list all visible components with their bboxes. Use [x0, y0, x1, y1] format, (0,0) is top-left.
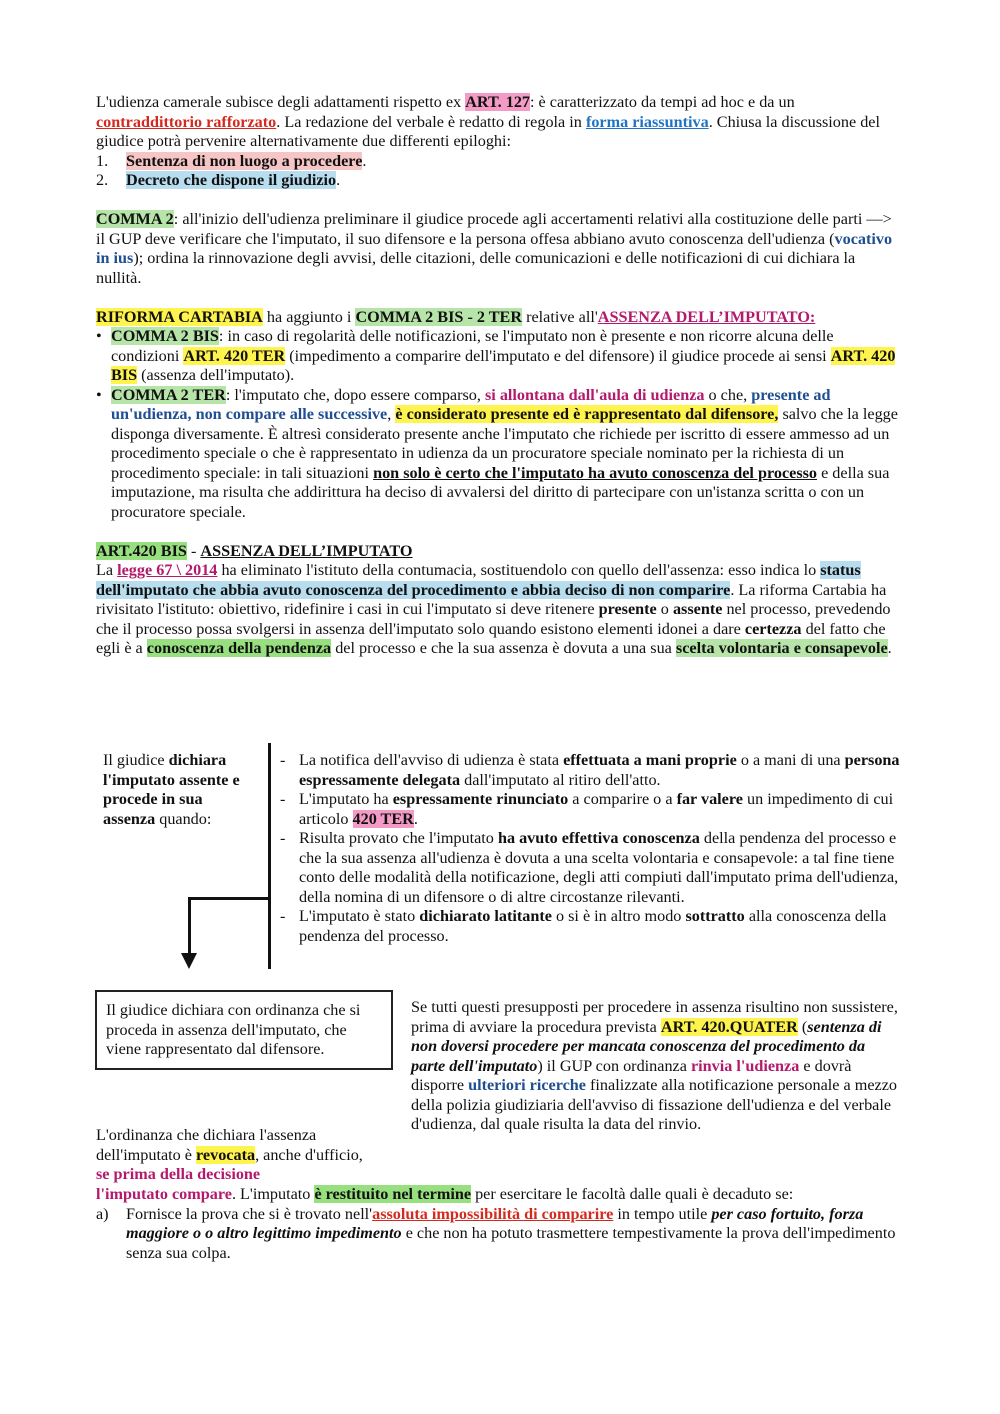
text: alla conoscenza della pendenza del processo. — [299, 907, 887, 945]
bold-text: espressamente rinunciato — [392, 790, 569, 808]
text: . — [887, 639, 892, 657]
art420ter-highlight: ART. 420 TER — [183, 346, 286, 365]
box-text: Il giudice dichiara con ordinanza che si proceda in assenza dell'imputato, che viene rappresentato dal difensore. — [106, 1001, 361, 1058]
diagram-arrow-shaft — [188, 897, 191, 957]
commi-list — [96, 327, 904, 522]
dash-icon: - — [280, 790, 286, 808]
text: : è caratterizzato da tempi ad hoc e da un — [530, 93, 795, 111]
assenza-term: ASSENZA DELL’IMPUTATO: — [597, 307, 816, 326]
item-letter: a) — [96, 1204, 109, 1223]
seprima-term: se prima della decisione — [96, 1165, 261, 1183]
comma2bis-label: COMMA 2 BIS — [111, 327, 219, 345]
allontana-term: si allontana dall'aula di udienza — [484, 385, 705, 404]
comma2-paragraph — [96, 210, 904, 288]
quater-paragraph — [411, 998, 903, 1135]
page-content — [96, 93, 904, 659]
epiloghi-list — [96, 152, 904, 191]
text: Il giudice — [103, 751, 169, 769]
presente-term: presente ad un'udienza, non compare alle successive — [111, 385, 831, 423]
text: relative all' — [522, 307, 598, 326]
bold-text: sottratto — [685, 907, 745, 925]
certezza-term: certezza — [744, 619, 802, 638]
text: un impedimento di cui articolo — [299, 790, 894, 828]
bold-text: effettuata a mani proprie — [563, 751, 737, 769]
legge-term: legge 67 \ 2014 — [117, 561, 218, 579]
list-item — [96, 386, 904, 523]
text: . — [413, 809, 418, 828]
text: , anche d'ufficio, — [255, 1145, 363, 1164]
text: del fatto che egli è a — [96, 619, 886, 657]
text: Fornisce la prova che si è trovato nell' — [126, 1204, 373, 1223]
bold-text: far valere — [676, 790, 743, 808]
list-item — [96, 171, 904, 191]
text: quando: — [155, 809, 212, 828]
bold-text: ha avuto effettiva conoscenza — [497, 829, 700, 847]
item-number: 1. — [96, 151, 109, 170]
text: . — [336, 171, 341, 189]
dash-icon: - — [280, 751, 286, 769]
text: . L'imputato — [231, 1185, 315, 1203]
text: nel processo, prevedendo che il processo possa svolgersi in assenza dell'imputato solo quando esistono elementi idonei a dare — [96, 600, 891, 638]
text: a comparire o a — [568, 790, 677, 808]
text: . — [362, 151, 367, 170]
forma-riassuntiva-term: forma riassuntiva — [585, 112, 709, 131]
sentenza-term: sentenza di non doversi procedere per mancata conoscenza del procedimento da parte dell'imputato — [411, 1017, 882, 1075]
caso-term: per caso fortuito, forza maggiore o o altro legittimo impedimento — [126, 1204, 864, 1242]
list-item — [280, 751, 900, 790]
text: e dovrà disporre — [411, 1056, 852, 1094]
text: per esercitare le facoltà dalle quali è decaduto se: — [471, 1185, 794, 1203]
art420bis-heading — [96, 542, 904, 562]
text: o a mani di una — [736, 751, 845, 769]
text: L'imputato è stato — [299, 907, 420, 925]
text: , — [387, 405, 396, 423]
text: salvo che la legge disponga diversamente. È altresì considerato presente anche l'imputato che richiede per iscritto di essere ammesso ad un procedimento speciale o che è rappresentato in udienza da un procuratore speciale nominato per la richiesta di un procedimento speciale: in tali situazioni — [111, 405, 898, 482]
text: L'udienza camerale subisce degli adattamenti rispetto ex — [96, 93, 466, 111]
decreto-highlight: Decreto che dispone il giudizio — [126, 171, 337, 189]
bullet-icon: • — [96, 327, 102, 345]
text: . La redazione del verbale è redatto di regola in — [276, 112, 586, 131]
diagram-left-note — [103, 751, 253, 829]
dash-icon: - — [280, 829, 286, 847]
compare-term: l'imputato compare — [96, 1185, 232, 1203]
text: o si è in altro modo — [551, 907, 686, 925]
text: ( — [797, 1017, 808, 1036]
bold-text: dichiara l'imputato assente e procede in sua assenza — [103, 751, 240, 828]
text: (impedimento a comparire dell'imputato e del difensore) il giudice procede ai sensi — [285, 346, 831, 365]
assente-term: assente — [672, 600, 723, 618]
art420bis-highlight: ART. 420 BIS — [111, 346, 896, 384]
text: in tempo utile — [613, 1204, 712, 1223]
text: Se tutti questi presupposti per procedere in assenza risultino non sussistere, prima di avviare la procedura prevista — [411, 998, 898, 1036]
art420bis-paragraph — [96, 561, 904, 659]
commi-label: COMMA 2 BIS - 2 TER — [355, 307, 523, 326]
text: : l'imputato che, dopo essere comparso, — [225, 385, 485, 404]
rinvia-term: rinvia l'udienza — [690, 1056, 800, 1075]
text: Risulta provato che l'imputato — [299, 829, 498, 847]
text: (assenza dell'imputato). — [137, 366, 295, 384]
arrow-down-icon — [181, 953, 197, 969]
assoluta-term: assoluta impossibilità di comparire — [372, 1204, 614, 1223]
art420ter-highlight: 420 TER — [352, 809, 414, 828]
comma2ter-label: COMMA 2 TER — [111, 385, 226, 404]
contraddittorio-term: contraddittorio rafforzato — [96, 112, 277, 131]
diagram-vertical-line — [268, 743, 271, 969]
ordinanza-line — [96, 1185, 904, 1205]
art127-highlight: ART. 127 — [465, 93, 531, 111]
ordinanza-box — [95, 990, 393, 1070]
scelta-highlight: scelta volontaria e consapevole — [675, 639, 888, 657]
text: della pendenza del processo e che la sua assenza all'udienza è dovuta a una scelta volontaria e consapevole: a tal fine tiene conto delle modalità della notificazione, degli atti compiuti dall'imputato prima dell'udienza, della nomina di un difensore o di altre circostanze rilevanti. — [299, 829, 899, 906]
pendenza-highlight: conoscenza della pendenza — [146, 639, 332, 657]
ordinanza-paragraph-start — [96, 1126, 366, 1185]
art420bis-label: ART.420 BIS — [96, 541, 187, 560]
comma2-label: COMMA 2 — [96, 210, 174, 228]
text: ); ordina la rinnovazione degli avvisi, delle citazioni, delle comunicazioni e delle notificazioni di cui dichiara la nullità. — [96, 249, 856, 287]
art420quater-highlight: ART. 420.QUATER — [660, 1017, 798, 1036]
restituito-highlight: è restituito nel termine — [314, 1185, 472, 1203]
text: . Chiusa la discussione del giudice potrà pervenire alternativamente due differenti epiloghi: — [96, 112, 880, 150]
list-item — [96, 1205, 904, 1264]
text: ha eliminato l'istituto della contumacia, sostituendolo con quello dell'assenza: esso indica lo — [217, 561, 821, 579]
riforma-paragraph — [96, 308, 904, 328]
bold-text: dichiarato latitante — [419, 907, 552, 925]
text: o che, — [704, 385, 752, 404]
text: - — [186, 541, 201, 560]
diagram-horizontal-line — [188, 897, 270, 900]
bold-text: persona espressamente delegata — [299, 751, 900, 789]
text: o — [656, 600, 673, 618]
text: La notifica dell'avviso di udienza è stata — [299, 751, 564, 769]
sentenza-highlight: Sentenza di non luogo a procedere — [126, 151, 363, 170]
nonsolo-term: non solo è certo che l'imputato ha avuto conoscenza del processo — [373, 463, 818, 482]
text: . La riforma Cartabia ha rivisitato l'istituto: obiettivo, ridefinire i casi in cui l'imputato si deve ritenere — [96, 580, 887, 618]
considerato-highlight: è considerato presente ed è rappresentato dal difensore, — [395, 405, 779, 423]
text: L'ordinanza che dichiara l'assenza dell'imputato è — [96, 1126, 317, 1164]
text: finalizzate alla notificazione personale a mezzo della polizia giudiziaria dell'avviso di fissazione dell'udienza e del verbale d'udienza, dal quale risulta la data del rinvio. — [411, 1076, 897, 1133]
dash-icon: - — [280, 907, 286, 925]
section-title: ASSENZA DELL’IMPUTATO — [200, 541, 413, 560]
ricerche-term: ulteriori ricerche — [468, 1076, 586, 1094]
presente-term: presente — [598, 600, 657, 618]
list-item — [280, 829, 900, 907]
intro-paragraph — [96, 93, 904, 152]
text: : in caso di regolarità delle notificazioni, se l'imputato non è presente e non ricorre alcuna delle condizioni — [111, 327, 834, 365]
ordinanza-paragraph-end — [96, 1185, 904, 1263]
status-highlight: status dell'imputato che abbia avuto conoscenza del procedimento e abbia deciso di non comparire — [96, 561, 861, 599]
vocativo-term: vocativo in ius — [96, 229, 893, 267]
text: L'imputato ha — [299, 790, 393, 808]
text: del processo e che la sua assenza è dovuta a una sua — [331, 639, 676, 657]
text: e che non ha potuto trasmettere tempestivamente la prova dell'impedimento senza sua colpa. — [126, 1224, 896, 1262]
text: ha aggiunto i — [262, 307, 356, 326]
riforma-label: RIFORMA CARTABIA — [96, 307, 263, 326]
text: dall'imputato al ritiro dell'atto. — [460, 770, 661, 789]
list-item — [280, 907, 900, 946]
text: e della sua imputazione, ma risulta che addirittura ha deciso di avvalersi del diritto di partecipare con un'istanza scritta o con un procuratore speciale. — [111, 463, 890, 521]
conditions-list — [280, 751, 900, 946]
list-item — [96, 327, 904, 386]
list-item — [280, 790, 900, 829]
text: La — [96, 561, 118, 579]
item-number: 2. — [96, 171, 109, 189]
text: ) il GUP con ordinanza — [537, 1056, 691, 1075]
text: : all'inizio dell'udienza preliminare il giudice procede agli accertamenti relativi alla costituzione delle parti —> il GUP deve verificare che l'imputato, il suo difensore e la persona offesa abbiano avuto conoscenza dell'udienza ( — [96, 210, 892, 248]
bullet-icon: • — [96, 385, 102, 404]
list-item — [96, 152, 904, 172]
revocata-highlight: revocata — [196, 1145, 256, 1164]
